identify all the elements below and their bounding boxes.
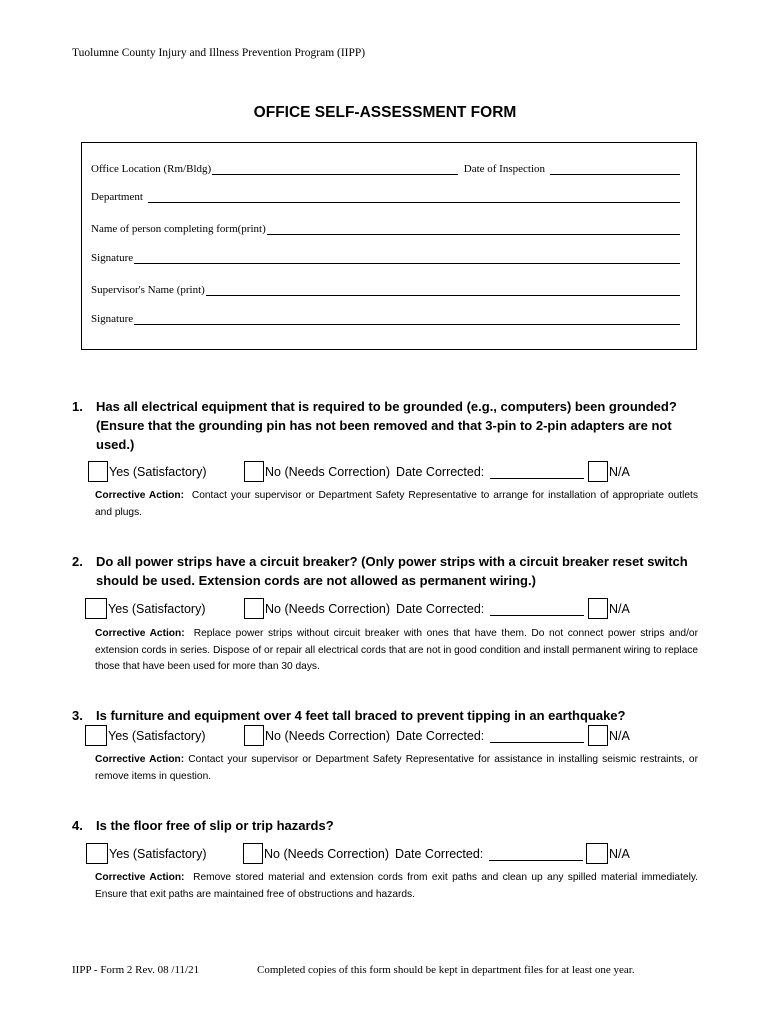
footer-form-id: IIPP - Form 2 Rev. 08 /11/21 xyxy=(72,964,200,976)
office-location-field[interactable] xyxy=(91,163,680,175)
q4-no-option[interactable] xyxy=(243,843,583,864)
q3-na-option[interactable] xyxy=(588,725,630,746)
no-label: No (Needs Correction) xyxy=(265,728,391,743)
checkbox[interactable] xyxy=(586,843,608,864)
person-field[interactable] xyxy=(91,223,680,235)
checkbox[interactable] xyxy=(244,461,264,482)
yes-label: Yes (Satisfactory) xyxy=(109,846,207,861)
no-label: No (Needs Correction) xyxy=(265,601,391,616)
na-label: N/A xyxy=(609,728,630,743)
supervisor-field[interactable] xyxy=(91,284,680,296)
corrective-action-label: Corrective Action: xyxy=(95,754,185,765)
supervisor-signature-label: Signature xyxy=(91,313,134,325)
yes-label: Yes (Satisfactory) xyxy=(108,601,206,616)
yes-label: Yes (Satisfactory) xyxy=(108,728,206,743)
checkbox[interactable] xyxy=(85,725,107,746)
q2-yes-option[interactable] xyxy=(85,598,206,619)
question-text: Do all power strips have a circuit breaker? (Only power strips with a circuit breaker reset switch should be used. Extension cords are not allowed as permanent wiring.) xyxy=(96,554,688,588)
person-label: Name of person completing form(print) xyxy=(91,223,266,235)
corrective-action-label: Corrective Action: xyxy=(95,872,185,883)
question-number: 2. xyxy=(72,554,83,569)
question-number: 4. xyxy=(72,818,83,833)
q1-no-option[interactable] xyxy=(244,461,584,482)
date-corrected-label: Date Corrected: xyxy=(395,846,484,861)
info-box xyxy=(81,142,697,350)
corrective-action-text: Replace power strips without circuit breaker with ones that have them. Do not connect power strips and/or extension cords in series. Dispose of or repair all electrical cords that are not in good condition and install permanent wiring to replace those that have been used for more than 30 days. xyxy=(95,628,698,672)
question-number: 1. xyxy=(72,399,83,414)
date-inspection-label: Date of Inspection xyxy=(463,163,545,175)
date-corrected-line[interactable] xyxy=(490,465,584,479)
corrective-action-label: Corrective Action: xyxy=(95,490,185,501)
person-line[interactable] xyxy=(267,223,680,235)
footer-note: Completed copies of this form should be kept in department files for at least one year. xyxy=(257,964,635,976)
q4-corrective-action xyxy=(95,870,698,903)
office-location-label: Office Location (Rm/Bldg) xyxy=(91,163,212,175)
date-corrected-line[interactable] xyxy=(490,729,584,743)
signature-field[interactable] xyxy=(91,252,680,264)
question-text: Is furniture and equipment over 4 feet tall braced to prevent tipping in an earthquake? xyxy=(96,708,626,723)
q1-na-option[interactable] xyxy=(588,461,630,482)
corrective-action-text: Remove stored material and extension cords from exit paths and clean up any spilled material immediately. Ensure that exit paths are maintained free of obstructions and hazards. xyxy=(95,872,698,900)
date-corrected-line[interactable] xyxy=(490,602,584,616)
q3-corrective-action xyxy=(95,752,698,785)
department-label: Department xyxy=(91,191,143,203)
q2-no-option[interactable] xyxy=(244,598,584,619)
checkbox[interactable] xyxy=(86,843,108,864)
date-corrected-label: Date Corrected: xyxy=(396,601,485,616)
na-label: N/A xyxy=(609,846,630,861)
supervisor-label: Supervisor's Name (print) xyxy=(91,284,205,296)
corrective-action-label: Corrective Action: xyxy=(95,628,185,639)
checkbox[interactable] xyxy=(244,725,264,746)
page-header: Tuolumne County Injury and Illness Prevention Program (IIPP) xyxy=(72,47,366,59)
date-corrected-label: Date Corrected: xyxy=(396,464,485,479)
signature-line[interactable] xyxy=(134,252,680,264)
date-inspection-line[interactable] xyxy=(550,163,680,175)
no-label: No (Needs Correction) xyxy=(265,464,391,479)
q1-yes-option[interactable] xyxy=(88,461,207,482)
checkbox[interactable] xyxy=(243,843,263,864)
supervisor-line[interactable] xyxy=(206,284,680,296)
na-label: N/A xyxy=(609,601,630,616)
question-4 xyxy=(72,816,702,835)
q3-no-option[interactable] xyxy=(244,725,584,746)
corrective-action-text: Contact your supervisor or Department Safety Representative to arrange for installation of appropriate outlets and plugs. xyxy=(95,490,698,518)
supervisor-signature-line[interactable] xyxy=(134,313,680,325)
date-corrected-label: Date Corrected: xyxy=(396,728,485,743)
date-corrected-line[interactable] xyxy=(489,847,583,861)
question-number: 3. xyxy=(72,708,83,723)
na-label: N/A xyxy=(609,464,630,479)
question-3 xyxy=(72,706,702,725)
department-line[interactable] xyxy=(148,191,680,203)
department-field[interactable] xyxy=(91,191,680,203)
q2-corrective-action xyxy=(95,626,698,676)
office-location-line[interactable] xyxy=(212,163,458,175)
q4-na-option[interactable] xyxy=(586,843,630,864)
checkbox[interactable] xyxy=(244,598,264,619)
q4-yes-option[interactable] xyxy=(86,843,207,864)
question-text: Has all electrical equipment that is required to be grounded (e.g., computers) been grounded? (Ensure that the grounding pin has not been removed and that 3-pin to 2-pin adapters are not used.) xyxy=(96,399,677,452)
q2-na-option[interactable] xyxy=(588,598,630,619)
signature-label: Signature xyxy=(91,252,134,264)
yes-label: Yes (Satisfactory) xyxy=(109,464,207,479)
checkbox[interactable] xyxy=(88,461,108,482)
question-text: Is the floor free of slip or trip hazards? xyxy=(96,818,334,833)
question-1 xyxy=(72,397,702,454)
corrective-action-text: Contact your supervisor or Department Safety Representative for assistance in installing seismic restraints, or remove items in question. xyxy=(95,754,698,782)
form-title: OFFICE SELF-ASSESSMENT FORM xyxy=(253,104,517,121)
checkbox[interactable] xyxy=(588,598,608,619)
question-2 xyxy=(72,552,702,590)
q3-yes-option[interactable] xyxy=(85,725,206,746)
checkbox[interactable] xyxy=(85,598,107,619)
no-label: No (Needs Correction) xyxy=(264,846,390,861)
checkbox[interactable] xyxy=(588,461,608,482)
q1-corrective-action xyxy=(95,488,698,521)
supervisor-signature-field[interactable] xyxy=(91,313,680,325)
checkbox[interactable] xyxy=(588,725,608,746)
